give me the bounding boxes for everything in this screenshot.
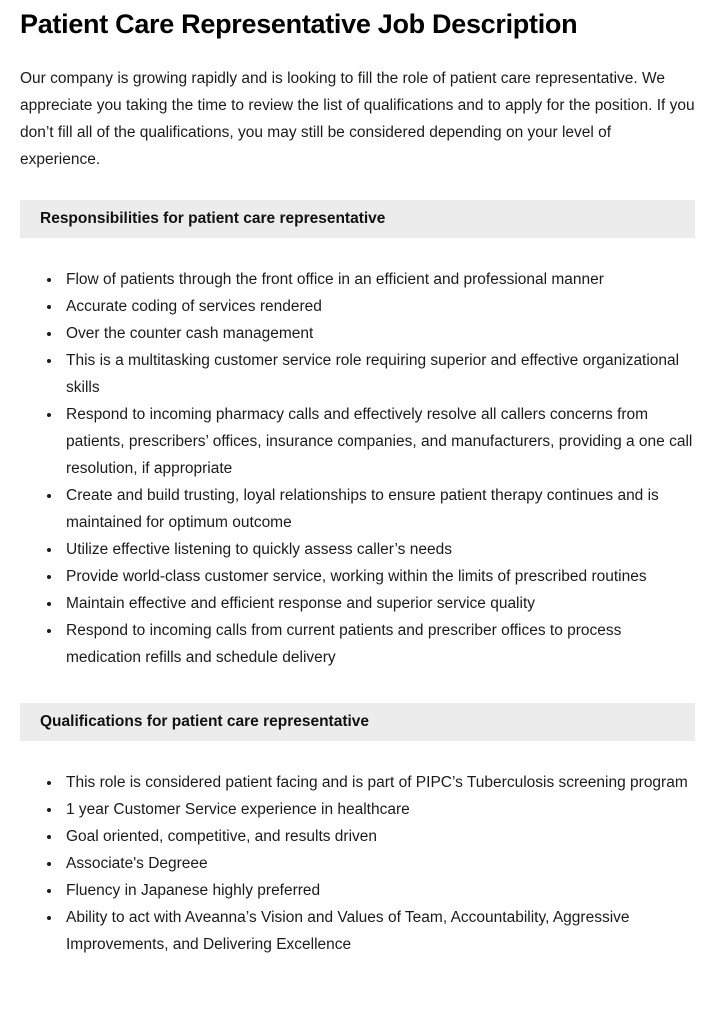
list-item: • This is a multitasking customer service role requiring superior and effective organizational skills: [62, 347, 695, 401]
list-item: • Goal oriented, competitive, and results driven: [62, 823, 695, 850]
list-item: • This role is considered patient facing and is part of PIPC’s Tuberculosis screening program: [62, 769, 695, 796]
list-item: • Provide world-class customer service, working within the limits of prescribed routines: [62, 563, 695, 590]
qualifications-list: [20, 769, 695, 958]
qualifications-heading: Qualifications for patient care representative: [20, 703, 695, 741]
list-item: • Respond to incoming pharmacy calls and effectively resolve all callers concerns from patients, prescribers’ offices, insurance companies, and manufacturers, providing a one call resolution, if appropriate: [62, 401, 695, 482]
list-item: • Accurate coding of services rendered: [62, 293, 695, 320]
list-item: • Associate's Degreee: [62, 850, 695, 877]
list-item: • Fluency in Japanese highly preferred: [62, 877, 695, 904]
list-item: • Over the counter cash management: [62, 320, 695, 347]
list-item: • 1 year Customer Service experience in healthcare: [62, 796, 695, 823]
list-item: • Utilize effective listening to quickly assess caller’s needs: [62, 536, 695, 563]
list-item: • Maintain effective and efficient response and superior service quality: [62, 590, 695, 617]
qualifications-section: [20, 703, 695, 958]
list-item: • Create and build trusting, loyal relationships to ensure patient therapy continues and is maintained for optimum outcome: [62, 482, 695, 536]
responsibilities-section: [20, 200, 695, 671]
page-title: Patient Care Representative Job Description: [20, 9, 578, 39]
list-item: • Respond to incoming calls from current patients and prescriber offices to process medication refills and schedule delivery: [62, 617, 695, 671]
responsibilities-heading: Responsibilities for patient care representative: [20, 200, 695, 238]
list-item: • Flow of patients through the front office in an efficient and professional manner: [62, 266, 695, 293]
intro-paragraph: Our company is growing rapidly and is looking to fill the role of patient care representative. We appreciate you taking the time to review the list of qualifications and to apply for the position. If you don’t fill all of the qualifications, you may still be considered depending on your level of experience.: [20, 70, 695, 169]
list-item: • Ability to act with Aveanna’s Vision and Values of Team, Accountability, Aggressive Improvements, and Delivering Excellence: [62, 904, 695, 958]
responsibilities-list: [20, 266, 695, 671]
